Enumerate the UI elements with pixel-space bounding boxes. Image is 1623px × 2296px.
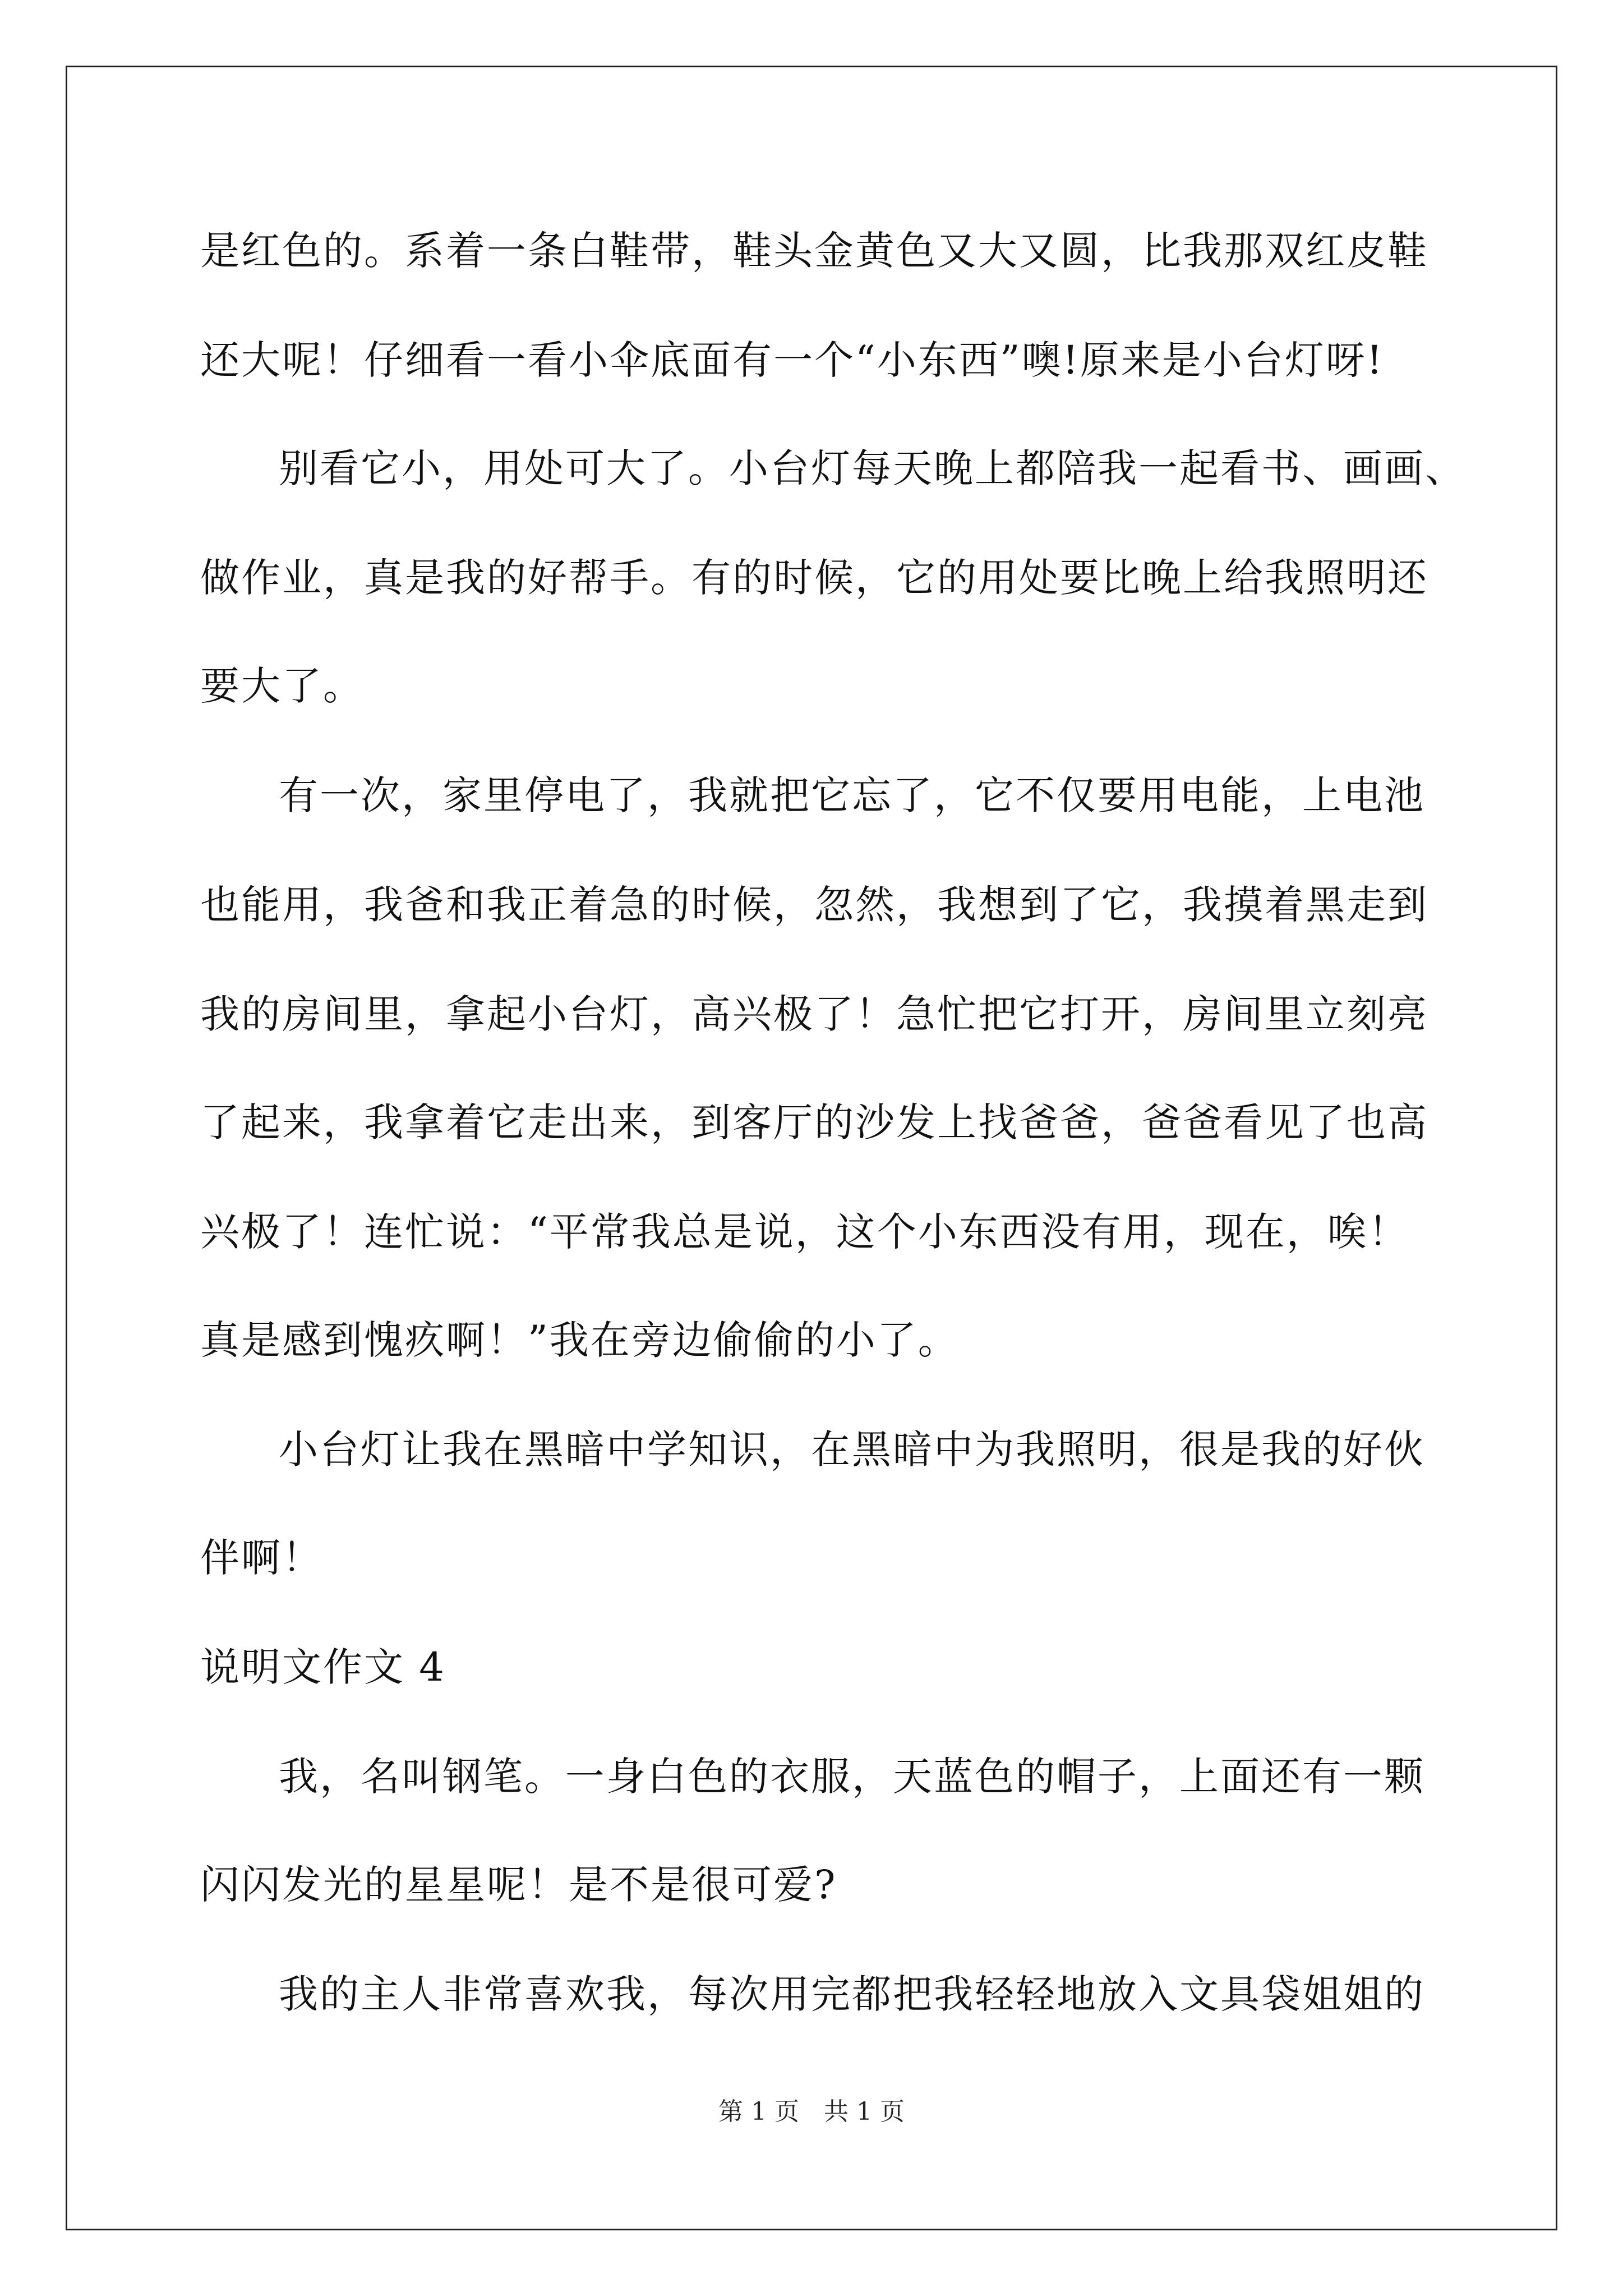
section-heading: 说明文作文 4 — [200, 1644, 446, 1690]
paragraph-start-line-12: 小台灯让我在黑暗中学知识，在黑暗中为我照明，很是我的好伙 — [279, 1427, 1425, 1473]
text-line-5: 要大了。 — [200, 663, 364, 709]
text-line-16: 闪闪发光的星星呢！是不是很可爱? — [200, 1862, 837, 1908]
text-line-10: 兴极了！连忙说：“平常我总是说，这个小东西没有用，现在，唉！ — [200, 1209, 1409, 1255]
paragraph-start-line-17: 我的主人非常喜欢我，每次用完都把我轻轻地放入文具袋姐姐的 — [279, 1971, 1425, 2017]
paragraph-start-line-6: 有一次，家里停电了，我就把它忘了，它不仅要用电能，上电池 — [279, 772, 1425, 818]
text-line-11: 真是感到愧疚啊！”我在旁边偷偷的小了。 — [200, 1317, 959, 1363]
text-line-7: 也能用，我爸和我正着急的时候，忽然，我想到了它，我摸着黑走到 — [200, 882, 1428, 928]
paragraph-start-line-3: 别看它小，用处可大了。小台灯每天晚上都陪我一起看书、画画、 — [279, 445, 1466, 491]
text-line-9: 了起来，我拿着它走出来，到客厅的沙发上找爸爸，爸爸看见了也高 — [200, 1099, 1428, 1145]
text-line-8: 我的房间里，拿起小台灯，高兴极了！急忙把它打开，房间里立刻亮 — [200, 991, 1428, 1037]
paragraph-start-line-15: 我，名叫钢笔。一身白色的衣服，天蓝色的帽子，上面还有一颗 — [279, 1754, 1425, 1800]
page-footer: 第 1 页 共 1 页 — [718, 2097, 905, 2126]
text-line-13: 伴啊！ — [200, 1535, 323, 1581]
text-line-4: 做作业，真是我的好帮手。有的时候，它的用处要比晚上给我照明还 — [200, 555, 1428, 601]
text-line-1: 是红色的。系着一条白鞋带，鞋头金黄色又大又圆，比我那双红皮鞋 — [200, 228, 1428, 274]
text-line-2: 还大呢！仔细看一看小伞底面有一个“小东西”噢!原来是小台灯呀! — [200, 337, 1384, 383]
